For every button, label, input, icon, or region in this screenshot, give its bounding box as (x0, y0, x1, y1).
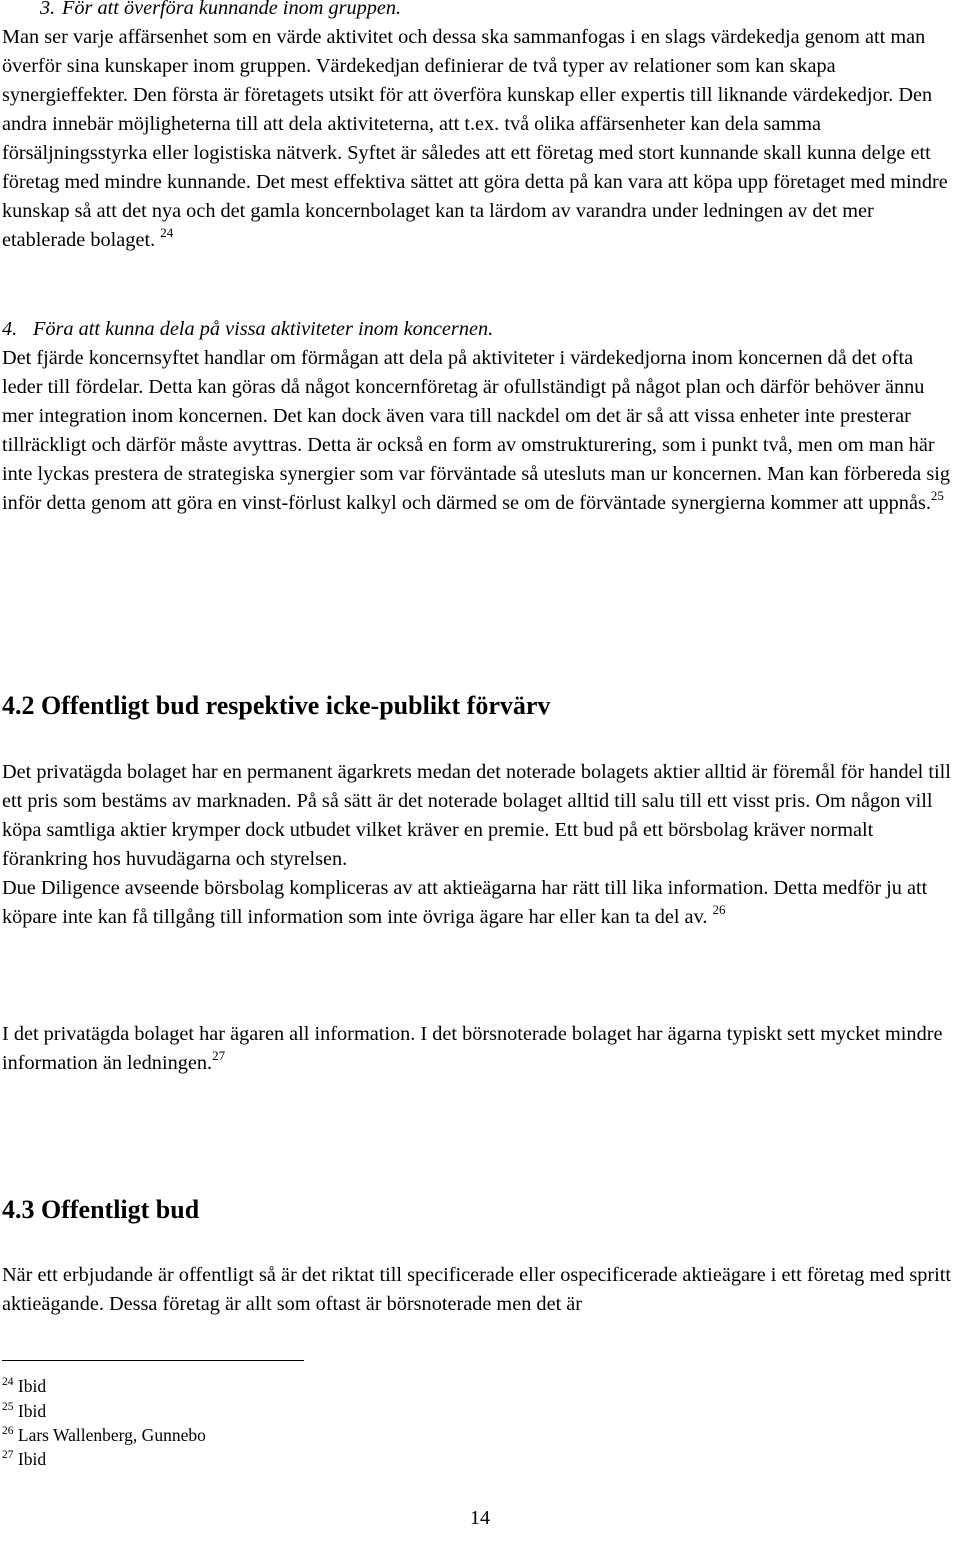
footnote-ref-27: 27 (212, 1048, 226, 1063)
footnote-separator (2, 1360, 304, 1361)
paragraph-4-3: När ett erbjudande är offentligt så är det riktat till specificerade eller ospecificerade aktieägare i ett företag med spritt aktieägande. Dessa företag är allt som oftast är börsnoterade men det är (2, 1264, 952, 1315)
footnote-text: Ibid (17, 1401, 47, 1421)
section-3-body: Man ser varje affärsenhet som en värde aktivitet och dessa ska sammanfogas i en slags värdekedja genom att man överför sina kunskaper inom gruppen. Värdekedjan definierar de två typer av relationer som kan skapa synergieffekter. Den första är företagets utsikt för att överföra kunskap eller expertis till liknande värdekedjor. Den andra innebär möjligheterna till att dela aktiviteterna, att t.ex. två olika affärsenheter kan dela samma försäljningsstyrka eller logistiska nätverk. Syftet är således att ett företag med stort kunnande skall kunna delge ett företag med mindre kunnande. Det mest effektiva sättet att göra detta på kan vara att köpa upp företaget med mindre kunskap så att det nya och det gamla koncernbolaget kan ta lärdom av varandra under ledningen av det mer etablerade bolaget. (2, 26, 948, 251)
section-3-number: 3. (40, 0, 56, 19)
page-number: 14 (470, 1507, 490, 1529)
footnote-ref-24: 24 (160, 225, 174, 240)
footnote-number: 24 (2, 1376, 14, 1388)
section-3-title: För att överföra kunnande inom gruppen. (62, 0, 402, 19)
paragraph-4-2-c-text: I det privatägda bolaget har ägaren all information. I det börsnoterade bolaget har ägarna typiskt sett mycket mindre information än ledningen. (2, 1023, 943, 1074)
footnote-text: Ibid (17, 1449, 47, 1469)
footnote-text: Lars Wallenberg, Gunnebo (17, 1425, 206, 1445)
section-3-heading (2, 0, 401, 19)
footnote-ref-26: 26 (712, 902, 726, 917)
section-4-title: Föra att kunna dela på vissa aktiviteter inom koncernen. (33, 318, 494, 340)
paragraph-4-2-a-text: Det privatägda bolaget har en permanent ägarkrets medan det noterade bolagets aktier alltid är föremål för handel till ett pris som bestäms av marknaden. På så sätt är det noterade bolaget alltid till salu till ett visst pris. Om någon vill köpa samtliga aktier krymper dock utbudet vilket kräver en premie. Ett bud på ett börsbolag kräver normalt förankring hos huvudägarna och styrelsen. (2, 761, 951, 870)
paragraph-4-2-a (2, 758, 958, 932)
section-3 (2, 0, 958, 255)
footnote-number: 27 (2, 1449, 14, 1461)
footnote-24 (2, 1374, 46, 1398)
footnote-26 (2, 1423, 206, 1447)
section-4-number: 4. (2, 318, 18, 340)
footnote-number: 25 (2, 1401, 14, 1413)
paragraph-4-2-b-text: Due Diligence avseende börsbolag kompliceras av att aktieägarna har rätt till lika information. Detta medför ju att köpare inte kan få tillgång till information som inte övriga ägare har eller kan ta del av. (2, 877, 928, 928)
paragraph-4-2-c (2, 1020, 958, 1078)
section-4-body: Det fjärde koncernsyftet handlar om förmågan att dela på aktiviteter i värdekedjorna inom koncernen då det ofta leder till fördelar. Detta kan göras då något koncernföretag är ofullständigt på något plan och därför behöver ännu mer integration inom koncernen. Det kan dock även vara till nackdel om det är så att vissa enheter inte presterar tillräckligt och därför måste avyttras. Detta är också en form av omstrukturering, som i punkt två, men om man här inte lyckas prestera de strategiska synergier som var förväntade så utesluts man ur koncernen. Man kan förbereda sig inför detta genom att göra en vinst-förlust kalkyl och därmed se om de förväntade synergierna kommer att uppnås. (2, 347, 951, 514)
footnote-27 (2, 1447, 46, 1471)
heading-4-2: 4.2 Offentligt bud respektive icke-publikt förvärv (2, 691, 551, 720)
footnote-text: Ibid (17, 1376, 47, 1396)
section-4 (2, 315, 958, 518)
footnote-25 (2, 1399, 46, 1423)
section-4-heading (2, 318, 493, 340)
heading-4-3: 4.3 Offentligt bud (2, 1195, 200, 1224)
footnote-ref-25: 25 (930, 488, 944, 503)
footnote-number: 26 (2, 1425, 14, 1437)
